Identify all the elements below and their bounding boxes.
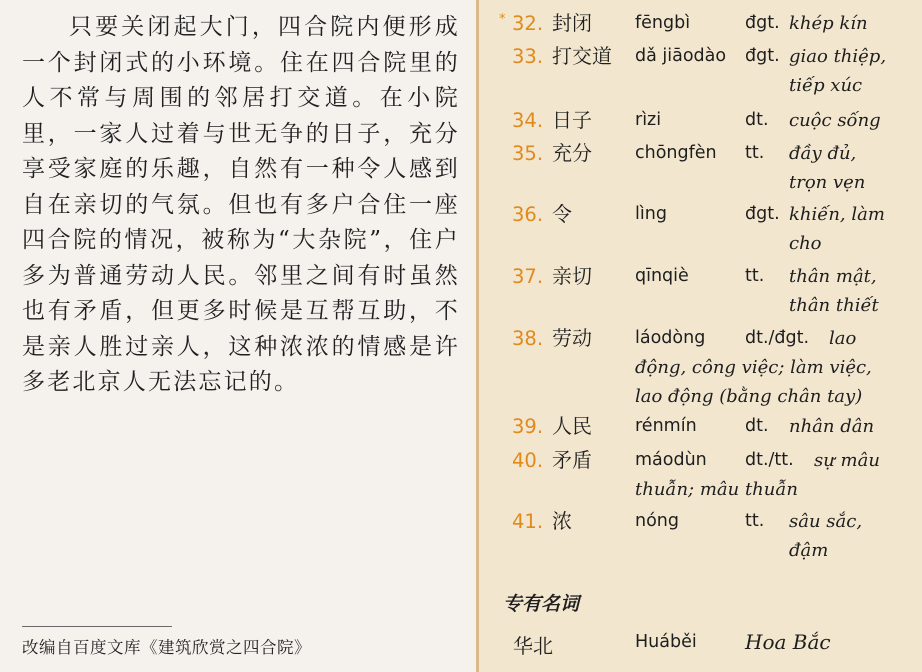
vocab-pos: đgt.: [745, 13, 780, 33]
vocab-meaning-start: lao: [829, 328, 857, 349]
source-citation: 改编自百度文库《建筑欣赏之四合院》: [22, 638, 311, 657]
vocab-hanzi: 人民: [552, 414, 592, 438]
vocab-pinyin: láodòng: [635, 328, 706, 348]
vocab-meaning: [789, 200, 919, 258]
vocab-number: 35.: [512, 142, 544, 165]
vocab-hanzi: 打交道: [552, 44, 612, 68]
vocab-pos: tt.: [745, 143, 765, 163]
vocab-number: 37.: [512, 265, 544, 288]
source-divider: [22, 626, 172, 627]
meaning-line: thuẫn; mâu thuẫn: [635, 479, 798, 500]
meaning-line: lao động (bằng chân tay): [635, 386, 863, 407]
vocab-pos: tt.: [745, 266, 765, 286]
proper-noun-meaning: Hoa Bắc: [745, 630, 831, 654]
vocab-meaning: [789, 139, 919, 197]
vocab-pinyin: máodùn: [635, 450, 707, 470]
vocab-pos: đgt.: [745, 46, 780, 66]
vocab-pinyin: rénmín: [635, 416, 697, 436]
vocab-pinyin: fēngbì: [635, 13, 691, 33]
vocab-pos: dt.: [745, 416, 769, 436]
vocab-number: 33.: [512, 45, 544, 68]
vocab-meaning-continued: [635, 475, 920, 504]
vocab-hanzi: 充分: [552, 141, 592, 165]
vocab-meaning-continued: [635, 353, 920, 411]
vocab-hanzi: 矛盾: [552, 448, 592, 472]
meaning-line: thân thiết: [789, 295, 879, 316]
meaning-line: thân mật,: [789, 266, 877, 287]
vocab-hanzi: 劳动: [552, 326, 592, 350]
vocab-number: 38.: [512, 327, 544, 350]
meaning-line: động, công việc; làm việc,: [635, 357, 872, 378]
reading-passage: 只要关闭起大门，四合院内便形成一个封闭式的小环境。住在四合院里的人不常与周围的邻居打交道。在小院里，一家人过着与世无争的日子，充分享受家庭的乐趣，自然有一种令人感到自在亲切的气氛。但也有多户合住一座四合院的情况，被称为“大杂院”，住户多为普通劳动人民。邻里之间有时虽然也有矛盾，但更多时候是互帮互助，不是亲人胜过亲人，这种浓浓的情感是许多老北京人无法忘记的。: [22, 14, 460, 395]
vocab-number: 32.: [512, 12, 544, 35]
vocab-number: 39.: [512, 415, 544, 438]
meaning-line: trọn vẹn: [789, 172, 866, 193]
vocab-number: 34.: [512, 109, 544, 132]
meaning-line: tiếp xúc: [789, 75, 863, 96]
vocab-meaning: [789, 412, 919, 441]
vocab-pinyin: dǎ jiāodào: [635, 46, 727, 66]
vocab-meaning: [789, 106, 919, 135]
vocab-pos: dt./tt.: [745, 450, 794, 470]
vocab-pinyin: nóng: [635, 511, 679, 531]
vocab-hanzi: 亲切: [552, 264, 592, 288]
vocab-number: 40.: [512, 449, 544, 472]
meaning-line: đậm: [789, 540, 829, 561]
vocab-meaning: [789, 9, 919, 38]
meaning-line: khiến, làm: [789, 204, 885, 225]
vocab-pos: dt.: [745, 110, 769, 130]
vocab-number: 41.: [512, 510, 544, 533]
proper-noun-pinyin: Huáběi: [635, 632, 697, 652]
vocab-meaning-start: sự mâu: [814, 450, 880, 471]
vocab-pinyin: lìng: [635, 204, 667, 224]
vocab-pinyin: qīnqiè: [635, 266, 689, 286]
meaning-line: khép kín: [789, 13, 868, 34]
vocab-pinyin: chōngfèn: [635, 143, 717, 163]
vocab-hanzi: 日子: [552, 108, 592, 132]
star-marker: *: [499, 12, 506, 27]
meaning-line: giao thiệp,: [789, 46, 887, 67]
vocab-number: 36.: [512, 203, 544, 226]
meaning-line: cuộc sống: [789, 110, 881, 131]
vocab-pos: dt./đgt.: [745, 328, 810, 348]
proper-nouns-heading: 专有名词: [503, 593, 580, 615]
meaning-line: nhân dân: [789, 416, 875, 437]
vocab-pos: tt.: [745, 511, 765, 531]
vocab-meaning: [789, 42, 919, 100]
vocab-meaning: [789, 262, 919, 320]
vocabulary-column: [476, 0, 922, 672]
meaning-line: sâu sắc,: [789, 511, 863, 532]
meaning-line: đầy đủ,: [789, 143, 857, 164]
vocab-hanzi: 令: [552, 202, 572, 226]
proper-noun-hanzi: 华北: [513, 634, 553, 658]
meaning-line: cho: [789, 233, 822, 254]
vocab-pos: đgt.: [745, 204, 780, 224]
vocab-hanzi: 封闭: [552, 11, 592, 35]
vocab-hanzi: 浓: [552, 509, 572, 533]
vocab-pinyin: rìzi: [635, 110, 662, 130]
vocab-meaning: [789, 507, 919, 565]
